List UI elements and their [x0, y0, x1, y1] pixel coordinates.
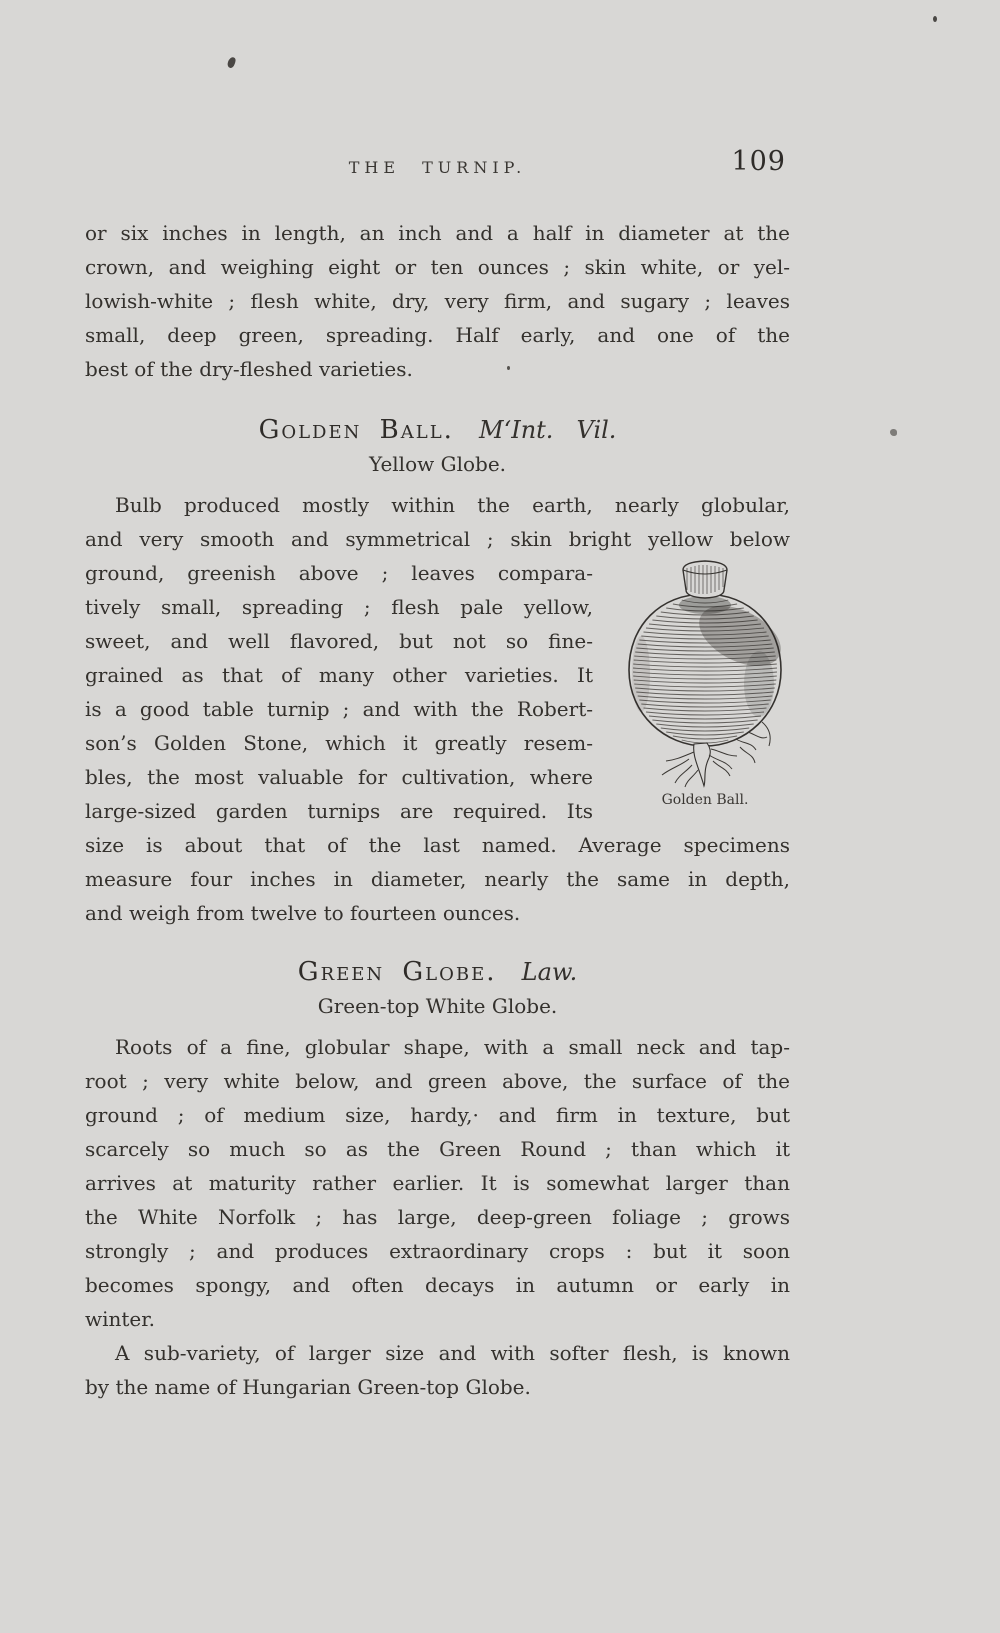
species-name: Green Globe. — [297, 957, 497, 987]
paragraph-green-globe — [85, 1030, 790, 1336]
text-line: by the name of Hungarian Green-top Globe. — [85, 1375, 531, 1399]
text-line: tively small, spreading ; flesh pale yellow, — [85, 595, 593, 619]
species-heading-golden-ball — [85, 412, 790, 448]
text-line: bles, the most valuable for cultivation, where — [85, 765, 593, 789]
text-line: or six inches in length, an inch and a half in diameter at the — [85, 221, 790, 245]
paragraph-continuation — [85, 216, 790, 386]
ink-speck — [226, 56, 236, 69]
figure-caption: Golden Ball. — [661, 792, 749, 808]
text-line: Roots of a fine, globular shape, with a small neck and tap- — [115, 1035, 790, 1059]
text-line: lowish-white ; flesh white, dry, very firm, and sugary ; leaves — [85, 289, 790, 313]
text-line: best of the dry-fleshed varieties. — [85, 357, 413, 381]
text-line: A sub-variety, of larger size and with softer flesh, is known — [115, 1341, 790, 1365]
text-line: winter. — [85, 1307, 155, 1331]
text-line: root ; very white below, and green above, the surface of the — [85, 1069, 790, 1093]
ink-speck — [933, 16, 937, 22]
species-synonym-green-globe: Green-top White Globe. — [317, 994, 558, 1018]
text-line: sweet, and well flavored, but not so fine- — [85, 629, 593, 653]
text-line: Bulb produced mostly within the earth, nearly globular, — [115, 493, 790, 517]
species-heading-green-globe — [85, 954, 790, 990]
text-line: son’s Golden Stone, which it greatly resem- — [85, 731, 593, 755]
text-line: small, deep green, spreading. Half early, and one of the — [85, 323, 790, 347]
text-line: size is about that of the last named. Average specimens — [85, 833, 790, 857]
text-line: ground, greenish above ; leaves compara- — [85, 561, 593, 585]
text-line: and very smooth and symmetrical ; skin bright yellow below — [85, 527, 790, 551]
species-authority: Vil. — [576, 416, 617, 444]
running-head — [85, 146, 790, 184]
species-authority: M‘Int. — [479, 416, 554, 444]
figure-golden-ball — [616, 556, 794, 828]
text-line: measure four inches in diameter, nearly the same in depth, — [85, 867, 790, 891]
text-line: large-sized garden turnips are required. Its — [85, 799, 593, 823]
species-authority: Law. — [521, 958, 578, 986]
text-line: and weigh from twelve to fourteen ounces. — [85, 901, 521, 925]
text-line: scarcely so much so as the Green Round ; than which it — [85, 1137, 790, 1161]
text-line: strongly ; and produces extraordinary crops : but it soon — [85, 1239, 790, 1263]
running-head-title: THE TURNIP. — [348, 158, 527, 177]
text-line: arrives at maturity rather earlier. It is somewhat larger than — [85, 1171, 790, 1195]
turnip-engraving — [616, 556, 794, 788]
species-synonym-golden-ball: Yellow Globe. — [368, 452, 507, 476]
paragraph-sub-variety — [85, 1336, 790, 1404]
text-line: is a good table turnip ; and with the Robert- — [85, 697, 593, 721]
text-line: the White Norfolk ; has large, deep-green foliage ; grows — [85, 1205, 790, 1229]
species-name: Golden Ball. — [258, 415, 454, 445]
ink-speck — [890, 429, 897, 436]
text-line: becomes spongy, and often decays in autumn or early in — [85, 1273, 790, 1297]
text-line: crown, and weighing eight or ten ounces ; skin white, or yel- — [85, 255, 790, 279]
page-number: 109 — [731, 146, 786, 177]
text-line: grained as that of many other varieties. It — [85, 663, 593, 687]
text-line: ground ; of medium size, hardy,· and firm in texture, but — [85, 1103, 790, 1127]
